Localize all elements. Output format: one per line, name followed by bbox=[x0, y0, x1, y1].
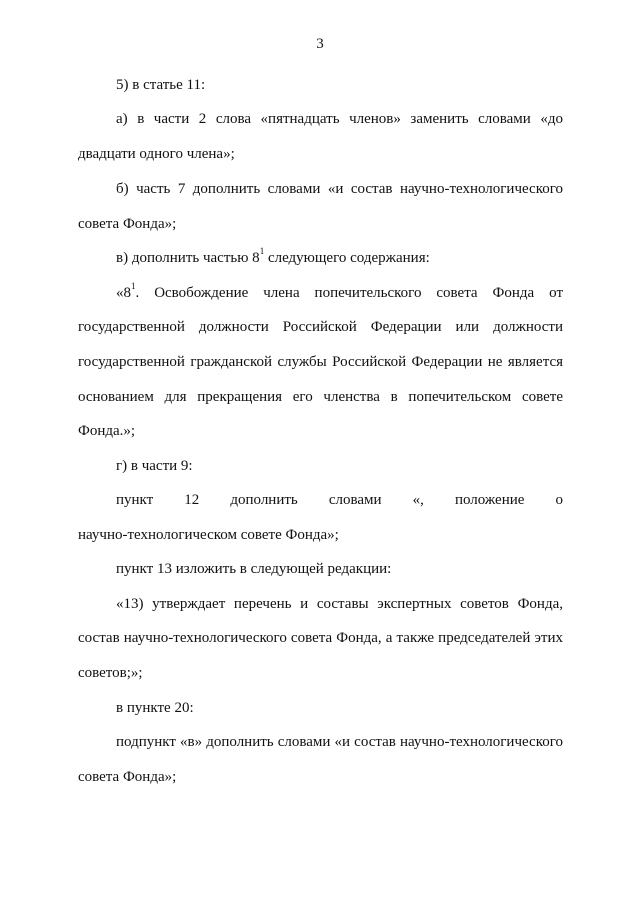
page-number: 3 bbox=[316, 36, 324, 52]
superscript: 1 bbox=[259, 246, 265, 256]
text-line: основанием для прекращения его членства в попечительском совете bbox=[78, 389, 563, 405]
text-line: совета Фонда»; bbox=[78, 769, 177, 785]
text-line: совета Фонда»; bbox=[78, 216, 177, 232]
text-fragment: следующего содержания: bbox=[264, 250, 430, 266]
text-line: в пункте 20: bbox=[116, 700, 194, 716]
text-line: состав научно-технологического совета Фонда, а также председателей этих bbox=[78, 630, 563, 646]
text-line: двадцати одного члена»; bbox=[78, 146, 235, 162]
text-line: научно-технологическом совете Фонда»; bbox=[78, 527, 339, 543]
text-line: советов;»; bbox=[78, 665, 143, 681]
text-line: б) часть 7 дополнить словами «и состав научно-технологического bbox=[116, 181, 563, 197]
text-line: 5) в статье 11: bbox=[116, 77, 206, 93]
text-line bbox=[78, 246, 563, 267]
text-line: пункт 13 изложить в следующей редакции: bbox=[116, 561, 392, 577]
text-line: пункт 12 дополнить словами «, положение о bbox=[116, 492, 563, 508]
text-line: Фонда.»; bbox=[78, 423, 136, 439]
text-fragment: . Освобождение члена попечительского совета Фонда от bbox=[135, 285, 563, 301]
text-fragment: «8 bbox=[116, 285, 131, 301]
text-line bbox=[78, 281, 563, 302]
text-line: государственной гражданской службы Российской Федерации не является bbox=[78, 354, 563, 370]
text-line: г) в части 9: bbox=[116, 458, 193, 474]
text-line: подпункт «в» дополнить словами «и состав научно-технологического bbox=[116, 734, 563, 750]
superscript: 1 bbox=[131, 281, 136, 291]
text-fragment: в) дополнить частью 8 bbox=[116, 250, 260, 266]
text-line: государственной должности Российской Федерации или должности bbox=[78, 319, 563, 335]
text-line: а) в части 2 слова «пятнадцать членов» заменить словами «до bbox=[116, 111, 563, 127]
text-line: «13) утверждает перечень и составы экспертных советов Фонда, bbox=[116, 596, 563, 612]
